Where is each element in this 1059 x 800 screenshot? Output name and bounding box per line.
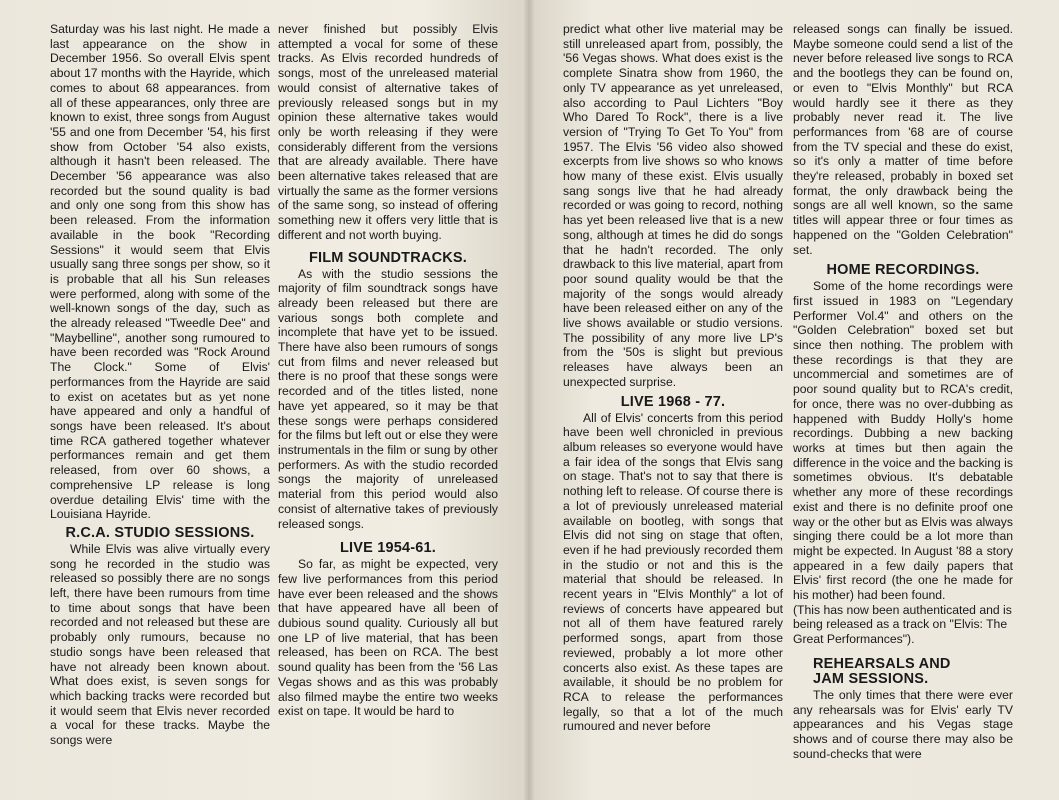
- heading-rca-studio-sessions: R.C.A. STUDIO SESSIONS.: [65, 524, 255, 541]
- paragraph: Saturday was his last night. He made a last appearance on the show in December 1956. So overall Elvis spent about 17 months with the Hayride, which comes to about 68 appearances. from all of these appearances, only three are known to exist, three songs from August '55 and one from December '54, his first show from October '54 also exists, although it hasn't been released. The December '56 appearance was also recorded but the sound quality is bad and only one song from this show has been released. From the information available in the book "Recording Sessions" it would seem that Elvis usually sang three songs per show, so it is probable that all his Sun releases were performed, along with some of the well-known songs of the day, such as the already released "Tweedle Dee" and "Maybelline", another song rumoured to have been recorded was "Rock Around The Clock." Some of Elvis' performances from the Hayride are said to exist on acetates but as yet none have appeared and only a handful of songs have been released. It's about time RCA gathered together whatever performances remain and get them released, from over 60 shows, a comprehensive LP release is long overdue detailing Elvis' time with the Louisiana Hayride.: [50, 22, 270, 522]
- column-2: [278, 22, 498, 719]
- paragraph: Some of the home recordings were first issued in 1983 on "Legendary Performer Vol.4" and others on the "Golden Celebration" boxed set but since then nothing. The problem with these recordings is that they are uncommercial and sometimes are of poor sound quality but to RCA's credit, for once, there was no over-dubbing as happened with Buddy Holly's home recordings. Dubbing a new backing works at times but then again the difference in the voice and the backing is sometimes obvious. It's debatable whether any more of these recordings exist and there is no definite proof one way or the other but as Elvis was always singing there could be a lot more than might be expected. In August '88 a story appeared in a few daily papers that Elvis' first record (the one he made for his mother) had been found.: [793, 279, 1013, 603]
- paragraph: The only times that there were ever any rehearsals was for Elvis' early TV appearances and his Vegas stage shows and of course there may also be sound-checks that were: [793, 687, 1013, 761]
- paragraph: While Elvis was alive virtually every song he recorded in the studio was released so possibly there are no songs left, there have been rumours from time to time about songs that have been recorded and not released but these are probably only rumours, because no studio songs have been released that have not already been known about. What does exist, is seven songs for which backing tracks were recorded but it would seem that Elvis never recorded a vocal for these tracks. Maybe the songs were: [50, 541, 270, 748]
- paragraph: So far, as might be expected, very few live performances from this period have ever been released and the shows that have appeared have all been of dubious sound quality. Curiously all but one LP of live material, that has been released, has been on RCA. The best sound quality has been from the '56 Las Vegas shows and as this was probably also filmed maybe the entire two weeks exist on tape. It would be hard to: [278, 557, 498, 719]
- heading-rehearsals-and-jam-sessions: REHEARSALS AND JAM SESSIONS.: [813, 655, 951, 687]
- paragraph: never finished but possibly Elvis attempted a vocal for some of these tracks. As Elvis recorded hundreds of songs, most of the unreleased material would consist of alternative takes of previously released songs but in my opinion these alternative takes would only be worth releasing if they were considerably different from the versions that are already available. There have been alternative takes released that are virtually the same as the former versions of the same song, so instead of offering something new it offers very little that is different and not worth buying.: [278, 22, 498, 242]
- heading-live-1954-61: LIVE 1954-61.: [339, 540, 437, 557]
- paragraph: predict what other live material may be still unreleased apart from, possibly, the '56 Vegas shows. What does exist is the complete Sinatra show from 1960, the only TV appearance as yet unreleased, also according to Paul Lichters "Boy Who Dared To Rock", there is a live version of "Trying To Get To You" from 1957. The Elvis '56 video also showed excerpts from live shows so who knows how many of these exist. Elvis usually sang songs live that he had already recorded or was going to record, nothing has yet been released live that is a new song, although at times he did do songs that he hadn't recorded. The only drawback to this live material, apart from poor sound quality would be that the majority of the songs would already have been released either on any of the live shows available or studio versions. The possibility of any more live LP's from the '50s is slight but previous releases have always been an unexpected surprise.: [563, 22, 783, 389]
- column-1: [50, 22, 270, 748]
- paragraph: All of Elvis' concerts from this period have been well chronicled in previous album releases so everyone would have a fair idea of the songs that Elvis sang on stage. That's not to say that there is nothing left to release. Of course there is a lot of previously unreleased material available on bootleg, with songs that Elvis did not sing on stage that often, even if he had previously recorded them in the studio or not and this is the material that should be released. In recent years in "Elvis Monthly" a lot of reviews of concerts have appeared but not all of them have featured rarely performed songs, apart from those reviewed, probably a lot more other concerts also exist. As these tapes are available, it should be no problem for RCA to release the performances legally, so that a lot of the much rumoured and never before: [563, 410, 783, 734]
- heading-home-recordings: HOME RECORDINGS.: [826, 262, 980, 279]
- heading-live-1968-77: LIVE 1968 - 77.: [620, 393, 726, 410]
- paragraph: released songs can finally be issued. Maybe someone could send a list of the never before released live songs to RCA and the bootlegs they can be found on, or even to "Elvis Monthly" but RCA would hardly see it there as they probably never read it. The live performances from '68 are of course from the TV special and these do exist, so it's only a matter of time before they're released, probably in boxed set format, the only drawback being the songs are all well known, so the same titles will appear three or four times as happened on the "Golden Celebration" set.: [793, 22, 1013, 257]
- column-4: [793, 22, 1013, 761]
- heading-film-soundtracks: FILM SOUNDTRACKS.: [308, 249, 468, 266]
- paragraph: (This has now been authenticated and is being released as a track on "Elvis: The Great Performances").: [793, 602, 1012, 647]
- page-gutter: [524, 0, 534, 800]
- paragraph: As with the studio sessions the majority of film soundtrack songs have already been released but there are various songs both complete and incomplete that have yet to be issued. There have also been rumours of songs cut from films and never released but there is no proof that these songs were recorded and of the titles listed, none have yet appeared, so it may be that these songs were perhaps considered for the films but left out or else they were instrumentals in the film or sung by other performers. As with the studio recorded songs the majority of unreleased material from this period would also consist of alternative takes of previously released songs.: [278, 266, 498, 531]
- column-3: [563, 22, 783, 734]
